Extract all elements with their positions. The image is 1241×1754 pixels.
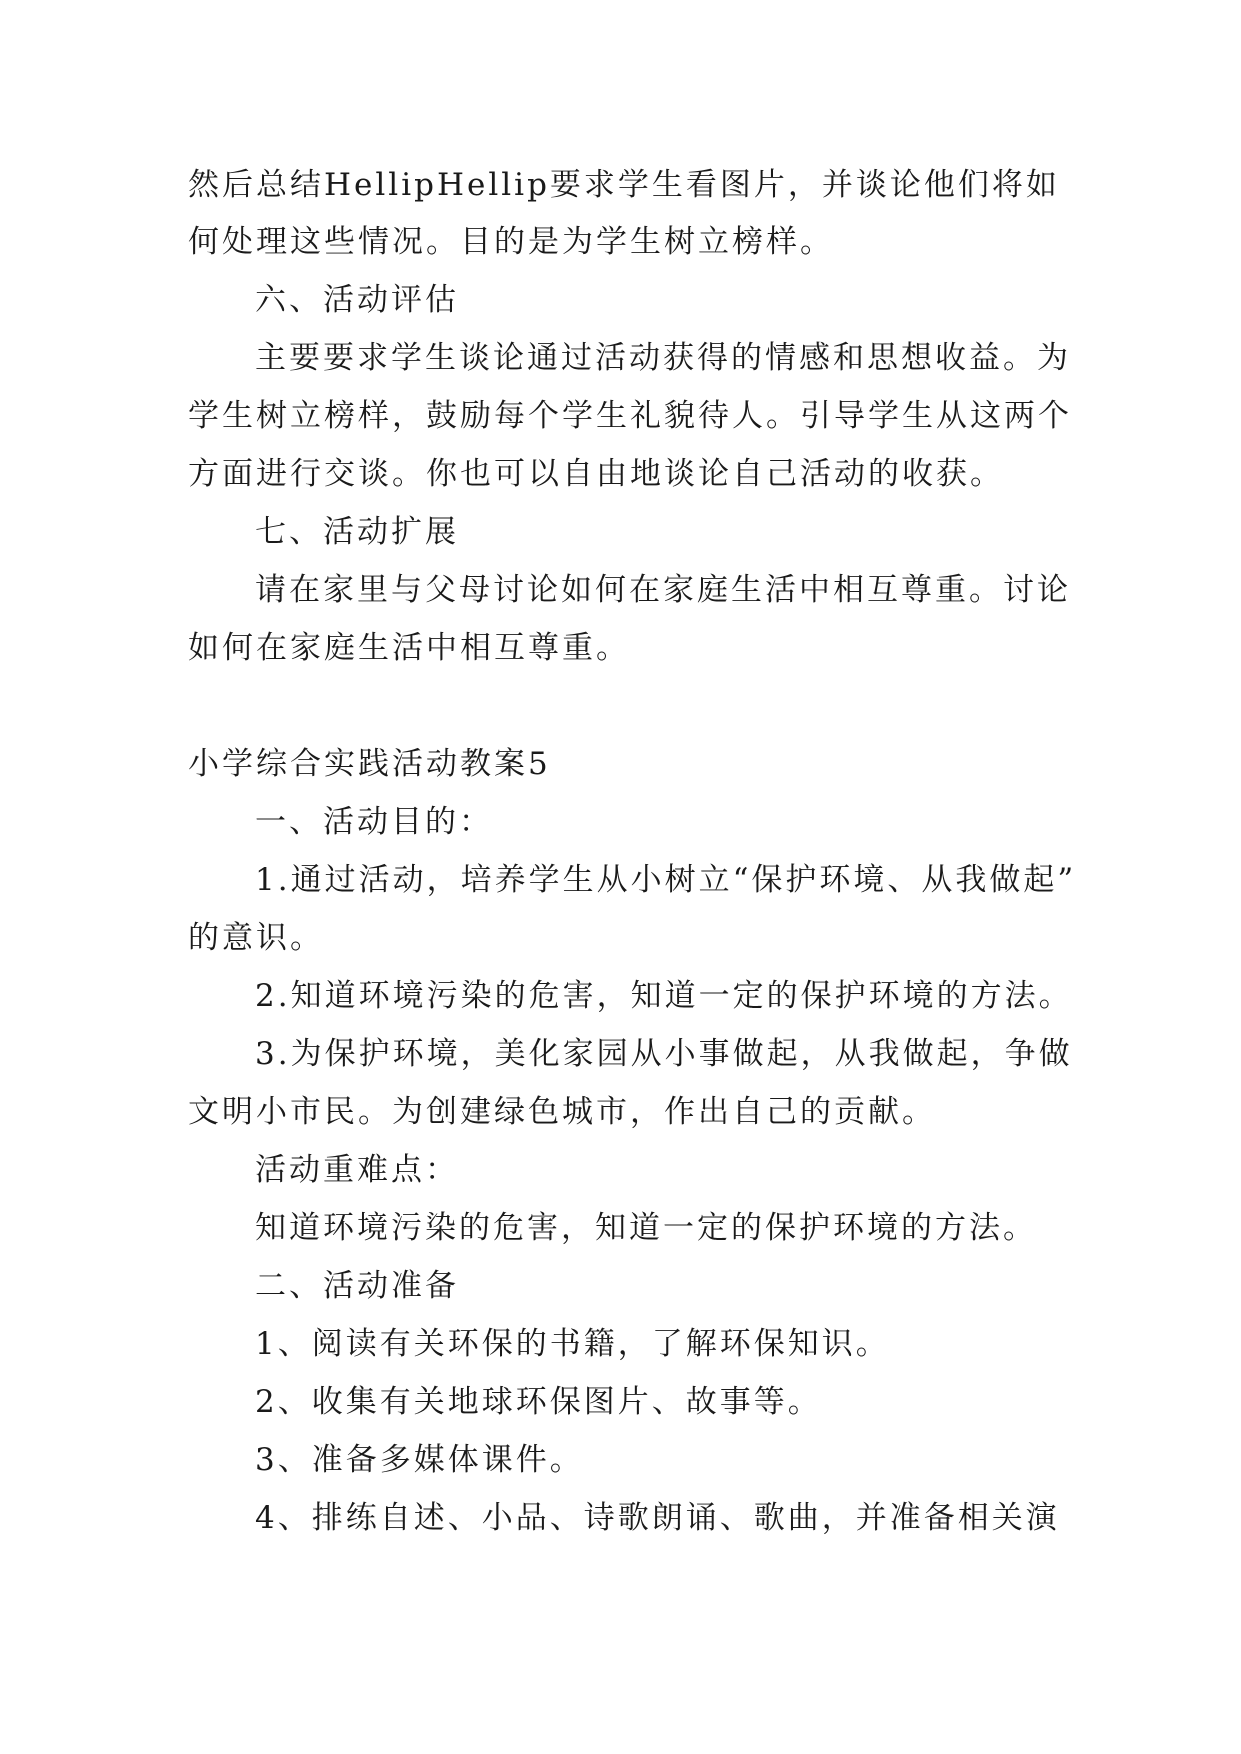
paragraph-line: 1.通过活动，培养学生从小树立“保护环境、从我做起”	[255, 862, 1077, 898]
paragraph-line: 方面进行交谈。你也可以自由地谈论自己活动的收获。	[188, 456, 1004, 492]
paragraph-line: 知道环境污染的危害，知道一定的保护环境的方法。	[255, 1210, 1037, 1246]
list-item: 4、排练自述、小品、诗歌朗诵、歌曲，并准备相关演	[255, 1500, 1060, 1536]
section-heading: 六、活动评估	[255, 282, 459, 318]
section-heading: 一、活动目的：	[255, 804, 493, 840]
paragraph-line: 的意识。	[188, 920, 324, 956]
paragraph-line: 主要要求学生谈论通过活动获得的情感和思想收益。为	[255, 340, 1071, 376]
list-item: 1、阅读有关环保的书籍，了解环保知识。	[255, 1326, 890, 1362]
paragraph-line: 2.知道环境污染的危害，知道一定的保护环境的方法。	[255, 978, 1073, 1014]
document-title: 小学综合实践活动教案5	[188, 746, 551, 782]
section-heading: 七、活动扩展	[255, 514, 459, 550]
list-item: 3、准备多媒体课件。	[255, 1442, 584, 1478]
section-heading: 活动重难点：	[255, 1152, 459, 1188]
paragraph-line: 文明小市民。为创建绿色城市，作出自己的贡献。	[188, 1094, 936, 1130]
paragraph-line: 如何在家庭生活中相互尊重。	[188, 630, 630, 666]
paragraph-line: 然后总结HellipHellip要求学生看图片，并谈论他们将如	[188, 167, 1060, 203]
list-item: 2、收集有关地球环保图片、故事等。	[255, 1384, 822, 1420]
paragraph-line: 学生树立榜样，鼓励每个学生礼貌待人。引导学生从这两个	[188, 398, 1072, 434]
paragraph-line: 请在家里与父母讨论如何在家庭生活中相互尊重。讨论	[255, 572, 1071, 608]
paragraph-line: 何处理这些情况。目的是为学生树立榜样。	[188, 224, 834, 260]
paragraph-line: 3.为保护环境，美化家园从小事做起，从我做起，争做	[255, 1036, 1073, 1072]
section-heading: 二、活动准备	[255, 1268, 459, 1304]
